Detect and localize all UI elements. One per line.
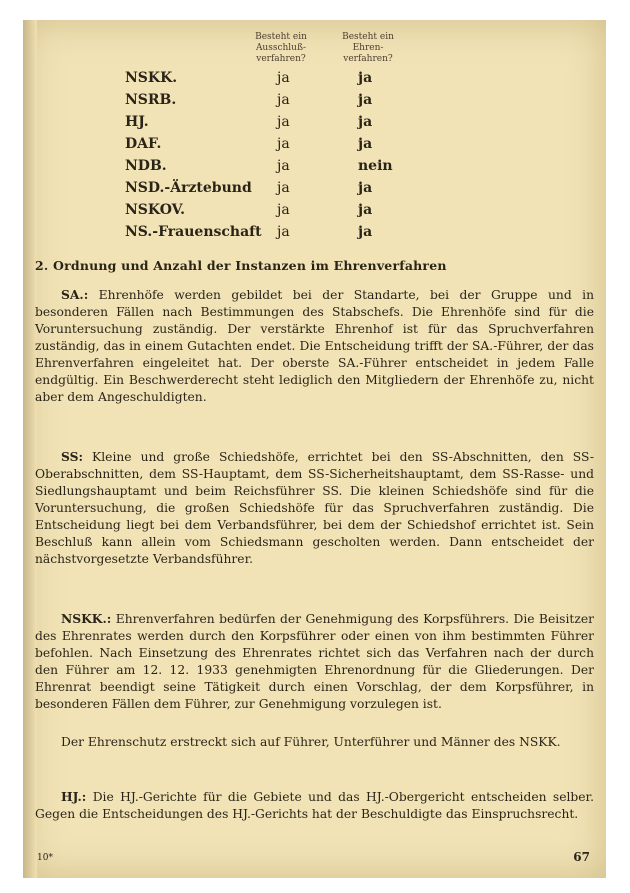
- paragraph-text: Ehrenhöfe werden gebildet bei der Standarte, bei der Gruppe und in besonderen Fällen nach Bestimmungen des Stabschefs. Die Ehrenhöfe sind für die Voruntersuchung zuständig. Der verstärkte Ehrenhof ist für das Spruchverfahren zuständig, das in einem Gutachten endet. Die Entscheidung trifft der SA.-Führer, der das Ehrenverfahren eingeleitet hat. Der oberste SA.-Führer entscheidet in jedem Falle endgültig. Ein Beschwerderecht steht lediglich den Mitgliedern der Ehrenhöfe zu, nicht aber dem Angeschuldigten.: [35, 288, 594, 404]
- table-row: NSKK. ja ja: [125, 70, 373, 86]
- paragraph-text: Der Ehrenschutz erstreckt sich auf Führer, Unterführer und Männer des NSKK.: [61, 735, 561, 749]
- paragraph-ss: [35, 448, 594, 568]
- paragraph-nskk-2: [35, 734, 594, 751]
- paragraph-sa: [35, 286, 594, 406]
- book-page: [23, 20, 606, 878]
- table-row: NSKOV. ja ja: [125, 202, 373, 218]
- paragraph-text: Die HJ.-Gerichte für die Gebiete und das HJ.-Obergericht entscheiden selber. Gegen die Entscheidungen des HJ.-Gerichts hat der Beschuldigte das Einspruchsrecht.: [35, 790, 594, 821]
- paragraph-label: HJ.:: [61, 789, 87, 804]
- table-row: NS.-Frauenschaft ja ja: [125, 224, 373, 240]
- paragraph-label: SS:: [61, 449, 84, 464]
- page-number: 67: [573, 850, 590, 864]
- table-row: NDB. ja nein: [125, 158, 393, 174]
- paragraph-hj: [35, 788, 594, 823]
- table-row: HJ. ja ja: [125, 114, 373, 130]
- table-row: NSRB. ja ja: [125, 92, 373, 108]
- paragraph-nskk: [35, 610, 594, 713]
- table-row: DAF. ja ja: [125, 136, 373, 152]
- section-heading: 2. Ordnung und Anzahl der Instanzen im Ehrenverfahren: [35, 258, 447, 273]
- paragraph-label: SA.:: [61, 287, 89, 302]
- table-row: NSD.-Ärztebund ja ja: [125, 180, 373, 196]
- paragraph-text: Kleine und große Schiedshöfe, errichtet bei den SS-Abschnitten, den SS-Oberabschnitten, dem SS-Hauptamt, dem SS-Sicherheitshauptamt, dem SS-Rasse- und Siedlungshauptamt und beim Reichsführer SS. Die kleinen Schiedshöfe sind für die Voruntersuchung, die großen Schiedshöfe für das Spruchverfahren zuständig. Die Entscheidung liegt bei dem Verbandsführer, bei dem der Schiedshof errichtet ist. Sein Beschluß kann allein vom Schiedsmann gescholten werden. Dann entscheidet der nächstvorgesetzte Verbandsführer.: [35, 450, 594, 566]
- paragraph-label: NSKK.:: [61, 611, 112, 626]
- paragraph-text: Ehrenverfahren bedürfen der Genehmigung des Korpsführers. Die Beisitzer des Ehrenrates werden durch den Korpsführer oder einen von ihm bestimmten Führer befohlen. Nach Einsetzung des Ehrenrates richtet sich das Verfahren nach der durch den Führer am 12. 12. 1933 genehmigten Ehrenordnung für die Gliederungen. Der Ehrenrat beendigt seine Tätigkeit durch einen Vorschlag, der dem Korpsführer, in besonderen Fällen dem Führer, zur Genehmigung vorzulegen ist.: [35, 612, 594, 711]
- column-header-honor: Besteht ein Ehren- verfahren?: [342, 32, 394, 64]
- signature-mark: 10*: [37, 853, 53, 863]
- column-header-exclusion: Besteht ein Ausschluß- verfahren?: [255, 32, 307, 64]
